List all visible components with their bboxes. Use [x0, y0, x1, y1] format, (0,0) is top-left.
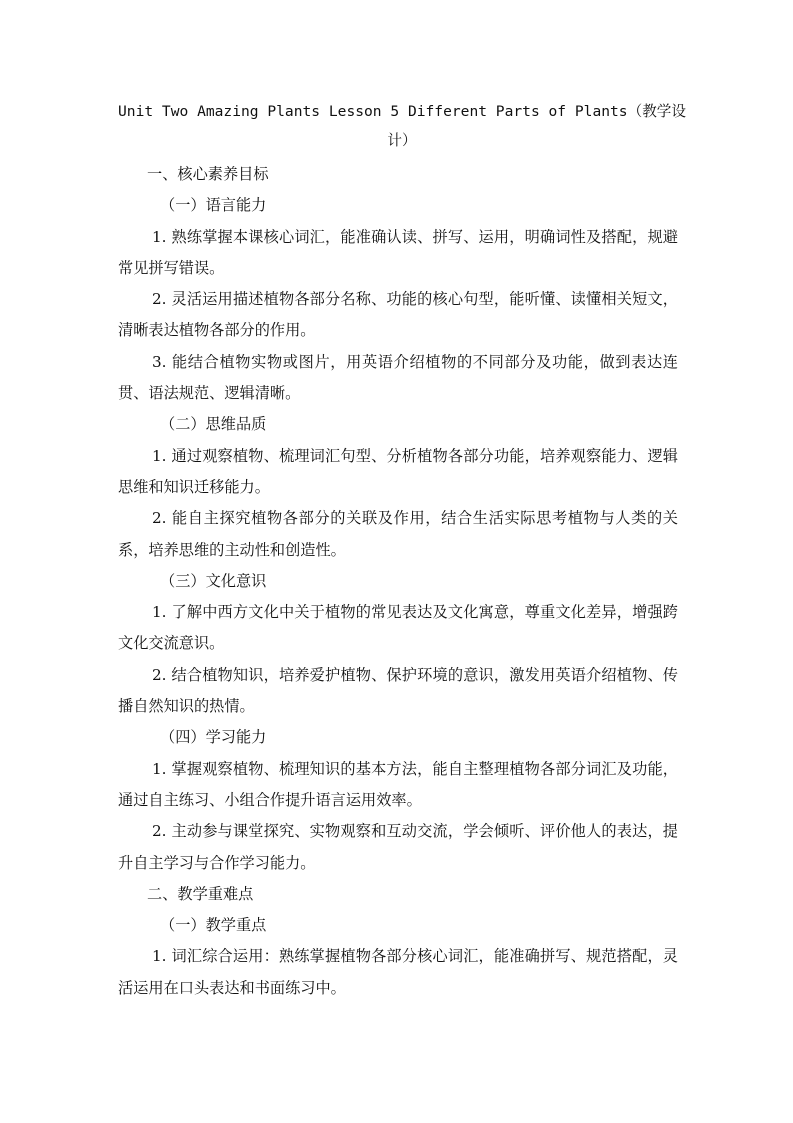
paragraph: 1. 掌握观察植物、梳理知识的基本方法，能自主整理植物各部分词汇及功能，通过自主练习、小组合作提升语言运用效率。 [118, 759, 678, 809]
subsection-heading-learning: （四）学习能力 [160, 728, 267, 747]
paragraph: 1. 词汇综合运用：熟练掌握植物各部分核心词汇，能准确拼写、规范搭配，灵活运用在口头表达和书面练习中。 [118, 947, 678, 997]
paragraph: 1. 熟练掌握本课核心词汇，能准确认读、拼写、运用，明确词性及搭配，规避常见拼写错误。 [118, 227, 678, 277]
section-heading-key-points: 二、教学重难点 [147, 884, 254, 903]
paragraph: 1. 了解中西方文化中关于植物的常见表达及文化寓意，尊重文化差异，增强跨文化交流意识。 [118, 603, 678, 653]
subsection-heading-culture: （三）文化意识 [160, 571, 267, 590]
section-heading-objectives: 一、核心素养目标 [147, 165, 269, 183]
document-title: Unit Two Amazing Plants Lesson 5 Different Parts of Plants（教学设计） [118, 103, 686, 149]
document-body [118, 159, 678, 1004]
subsection-heading-teaching-focus: （一）教学重点 [160, 916, 267, 935]
paragraph: 2. 能自主探究植物各部分的关联及作用，结合生活实际思考植物与人类的关系，培养思维的主动性和创造性。 [118, 509, 678, 559]
subsection-heading-language: （一）语言能力 [160, 196, 267, 215]
subsection-heading-thinking: （二）思维品质 [160, 415, 267, 434]
paragraph: 2. 主动参与课堂探究、实物观察和互动交流，学会倾听、评价他人的表达，提升自主学习与合作学习能力。 [118, 822, 678, 872]
paragraph: 2. 灵活运用描述植物各部分名称、功能的核心句型，能听懂、读懂相关短文，清晰表达植物各部分的作用。 [118, 290, 678, 340]
paragraph: 2. 结合植物知识，培养爱护植物、保护环境的意识，激发用英语介绍植物、传播自然知识的热情。 [118, 665, 678, 716]
paragraph: 1. 通过观察植物、梳理词汇句型、分析植物各部分功能，培养观察能力、逻辑思维和知识迁移能力。 [118, 446, 678, 496]
paragraph: 3. 能结合植物实物或图片，用英语介绍植物的不同部分及功能，做到表达连贯、语法规范、逻辑清晰。 [118, 352, 678, 403]
